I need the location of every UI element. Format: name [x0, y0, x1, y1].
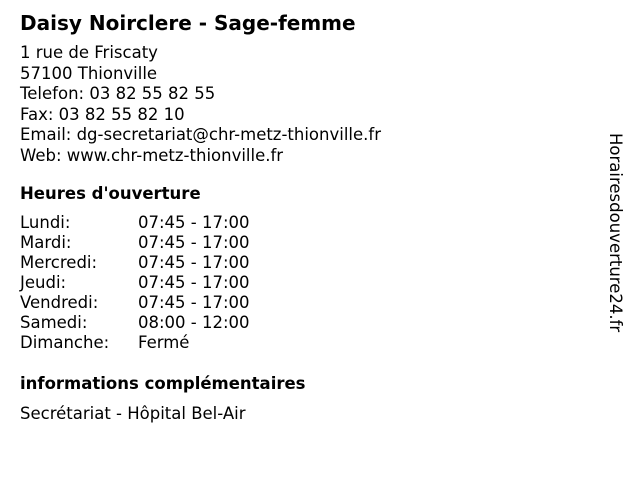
opening-hours-list — [20, 213, 250, 353]
additional-info-text: Secrétariat - Hôpital Bel-Air — [20, 404, 246, 423]
phone-line: Telefon: 03 82 55 82 55 — [20, 84, 216, 103]
time-value: 07:45 - 17:00 — [138, 293, 250, 312]
hours-row-sunday — [20, 333, 250, 353]
email-line: Email: dg-secretariat@chr-metz-thionville.fr — [20, 125, 381, 144]
time-value: 07:45 - 17:00 — [138, 213, 250, 232]
site-watermark: Horairesdouverture24.fr — [606, 133, 625, 333]
day-label: Vendredi: — [20, 293, 99, 312]
web-line: Web: www.chr-metz-thionville.fr — [20, 145, 284, 165]
opening-hours-heading: Heures d'ouverture — [20, 184, 201, 203]
time-value: 07:45 - 17:00 — [138, 273, 250, 292]
day-label: Samedi: — [20, 313, 88, 332]
contact-block — [20, 43, 381, 166]
day-label: Dimanche: — [20, 333, 110, 352]
fax-line: Fax: 03 82 55 82 10 — [20, 104, 185, 124]
time-value: 07:45 - 17:00 — [138, 253, 250, 272]
time-value: Fermé — [138, 333, 190, 352]
hours-row-thursday — [20, 273, 250, 293]
address-city: 57100 Thionville — [20, 63, 158, 83]
day-label: Mercredi: — [20, 253, 98, 272]
hours-row-friday — [20, 293, 250, 313]
hours-row-tuesday — [20, 233, 250, 253]
day-label: Mardi: — [20, 233, 72, 252]
hours-row-saturday — [20, 313, 250, 333]
hours-row-monday — [20, 213, 250, 233]
day-label: Lundi: — [20, 213, 71, 232]
address-street: 1 rue de Friscaty — [20, 43, 158, 62]
time-value: 07:45 - 17:00 — [138, 233, 250, 252]
day-label: Jeudi: — [20, 273, 67, 292]
time-value: 08:00 - 12:00 — [138, 313, 250, 332]
page-title: Daisy Noirclere - Sage-femme — [20, 11, 356, 35]
hours-row-wednesday — [20, 253, 250, 273]
additional-info-heading: informations complémentaires — [20, 374, 306, 393]
